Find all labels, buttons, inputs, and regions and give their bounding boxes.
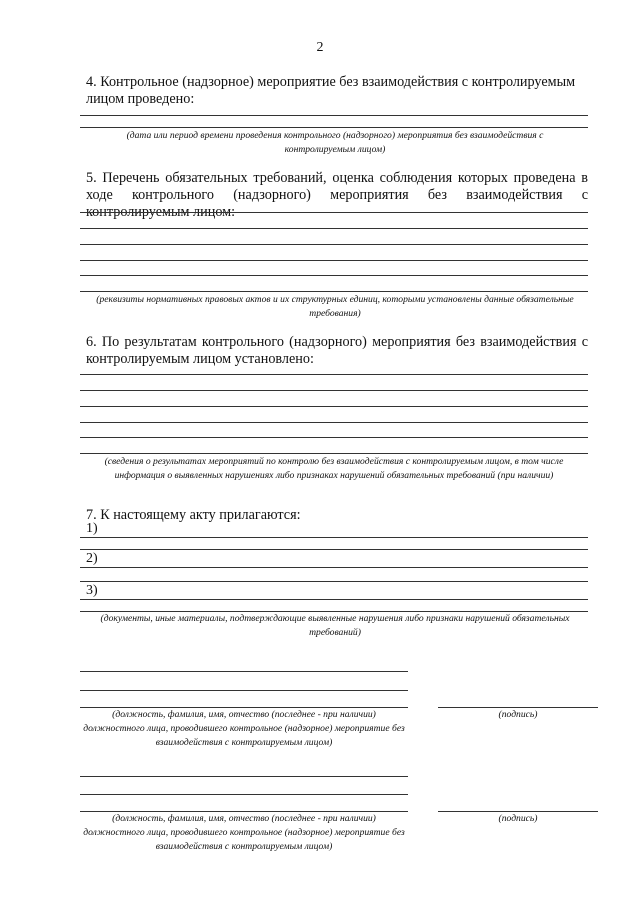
section-5-line-3 [80, 244, 588, 245]
section-5-line-5 [80, 275, 588, 276]
section-5-line-1 [80, 212, 588, 213]
section-5-line-6 [80, 291, 588, 292]
section-4-line-2 [80, 127, 588, 128]
section-5-line-2 [80, 228, 588, 229]
signature-1-official-caption: (должность, фамилия, имя, отчество (последнее - при наличии) должностного лица, проводившего контрольное (надзорное) мероприятие без взаимодействия с контролируемым лицом) [83, 709, 405, 748]
section-5-heading: 5. Перечень обязательных требований, оценка соблюдения которых проведена в ходе контрольного (надзорного) мероприятия без взаимодействия с контролируемым лицом: [86, 170, 588, 220]
attachment-line-2b [80, 581, 588, 582]
signature-2-official-line-1 [80, 776, 408, 777]
attachment-line-3 [80, 599, 588, 600]
page-number: 2 [316, 40, 324, 55]
section-6-line-2 [80, 390, 588, 391]
attachment-item-3: 3) [86, 583, 98, 598]
section-5-caption: (реквизиты нормативных правовых актов и их структурных единиц, которыми установлены данные обязательные требования) [96, 294, 574, 319]
signature-2-official-caption: (должность, фамилия, имя, отчество (последнее - при наличии) должностного лица, проводившего контрольное (надзорное) мероприятие без взаимодействия с контролируемым лицом) [83, 813, 405, 852]
section-7-heading: 7. К настоящему акту прилагаются: [86, 507, 301, 523]
signature-1-official-line-2 [80, 690, 408, 691]
section-6-line-3 [80, 406, 588, 407]
attachment-line-1 [80, 537, 588, 538]
section-7-caption: (документы, иные материалы, подтверждающие выявленные нарушения либо признаки нарушений обязательных требований) [100, 613, 570, 638]
section-6-heading: 6. По результатам контрольного (надзорного) мероприятия без взаимодействия с контролируемым лицом установлено: [86, 334, 588, 367]
section-4-line-1 [80, 115, 588, 116]
signature-2-sign-caption: (подпись) [498, 813, 538, 824]
section-6-line-5 [80, 437, 588, 438]
section-6-line-6 [80, 453, 588, 454]
section-6-line-1 [80, 374, 588, 375]
section-5-line-4 [80, 260, 588, 261]
attachment-item-2: 2) [86, 551, 98, 566]
signature-2-official-line-2 [80, 794, 408, 795]
signature-1-sign-caption: (подпись) [498, 709, 538, 720]
attachment-line-2 [80, 567, 588, 568]
attachment-line-1b [80, 549, 588, 550]
attachment-item-1: 1) [86, 521, 98, 536]
section-4-caption: (дата или период времени проведения контрольного (надзорного) мероприятия без взаимодействия с контролируемым лицом) [126, 130, 544, 155]
signature-1-official-line-1 [80, 671, 408, 672]
section-4-heading: 4. Контрольное (надзорное) мероприятие без взаимодействия с контролируемым лицом проведено: [86, 74, 576, 107]
section-6-line-4 [80, 422, 588, 423]
section-6-caption: (сведения о результатах мероприятий по контролю без взаимодействия с контролируемым лицом, в том числе информация о выявленных нарушениях либо признаках нарушений обязательных требований (при наличии) [104, 456, 564, 481]
